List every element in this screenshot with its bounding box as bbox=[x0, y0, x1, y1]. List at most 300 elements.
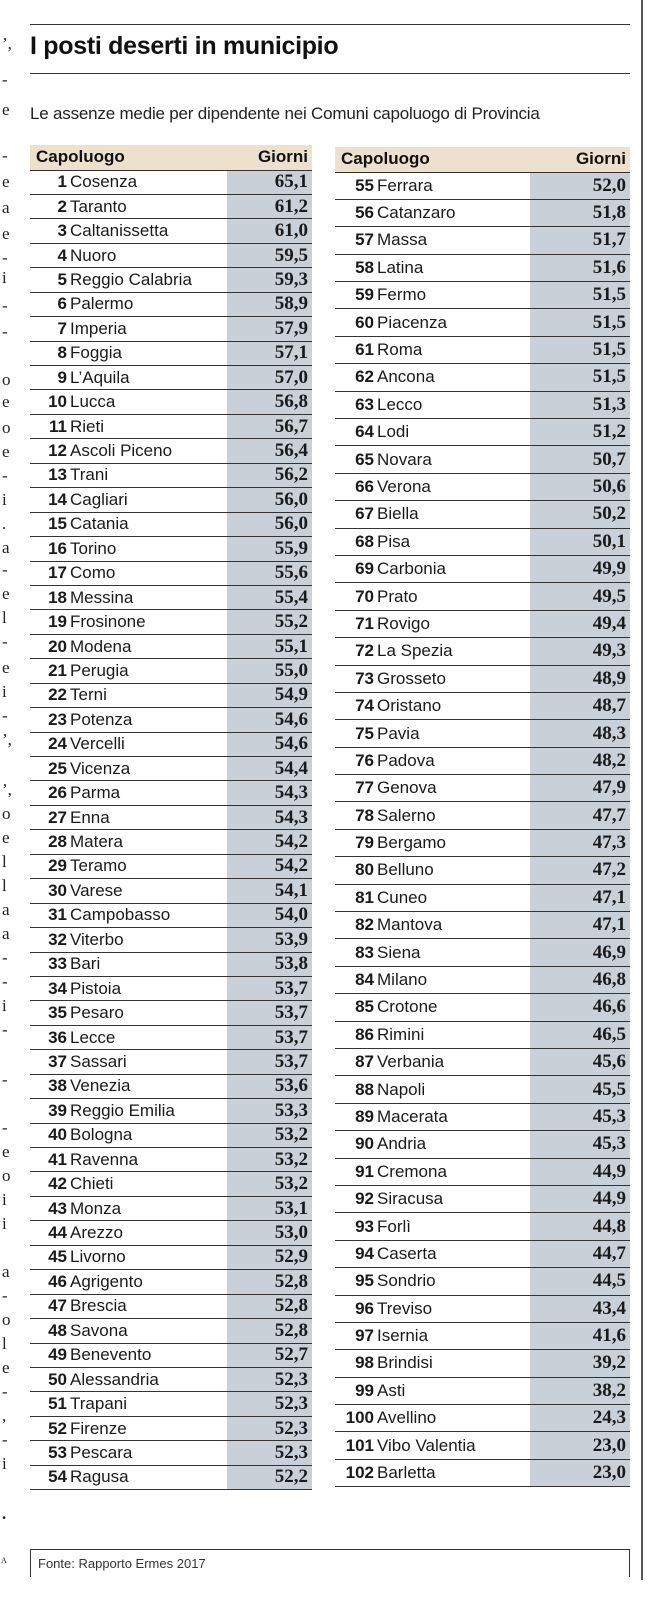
city-cell: Padova bbox=[377, 747, 530, 774]
table-row bbox=[30, 268, 312, 292]
days-cell: 56,0 bbox=[227, 488, 312, 512]
table-row bbox=[30, 366, 312, 390]
text-fragment: i bbox=[2, 490, 7, 509]
city-cell: Enna bbox=[70, 805, 227, 829]
city-cell: Caltanissetta bbox=[70, 219, 227, 243]
table-row bbox=[335, 1103, 630, 1130]
days-cell: 51,7 bbox=[530, 227, 630, 254]
rank-cell: 80 bbox=[335, 857, 377, 884]
days-cell: 49,5 bbox=[530, 583, 630, 610]
rank-cell: 22 bbox=[30, 683, 70, 707]
days-cell: 52,2 bbox=[227, 1465, 312, 1489]
city-cell: Cuneo bbox=[377, 884, 530, 911]
text-fragment: o bbox=[2, 1310, 11, 1329]
rank-cell: 2 bbox=[30, 194, 70, 218]
city-cell: Roma bbox=[377, 336, 530, 363]
rank-cell: 69 bbox=[335, 555, 377, 582]
days-cell: 44,8 bbox=[530, 1213, 630, 1240]
rank-cell: 46 bbox=[30, 1270, 70, 1294]
table-row bbox=[30, 805, 312, 829]
table-row bbox=[30, 610, 312, 634]
text-fragment: e bbox=[2, 828, 10, 847]
rank-cell: 5 bbox=[30, 268, 70, 292]
rank-cell: 29 bbox=[30, 854, 70, 878]
table-row bbox=[30, 732, 312, 756]
city-cell: Modena bbox=[70, 634, 227, 658]
rank-cell: 77 bbox=[335, 775, 377, 802]
title-rule bbox=[30, 73, 630, 74]
table-row bbox=[30, 317, 312, 341]
rank-cell: 100 bbox=[335, 1405, 377, 1432]
rank-cell: 88 bbox=[335, 1076, 377, 1103]
days-cell: 54,3 bbox=[227, 805, 312, 829]
days-cell: 52,3 bbox=[227, 1392, 312, 1416]
days-cell: 54,2 bbox=[227, 830, 312, 854]
text-fragment: ’, bbox=[2, 34, 12, 53]
days-cell: 53,2 bbox=[227, 1172, 312, 1196]
city-cell: Verbania bbox=[377, 1049, 530, 1076]
city-cell: Chieti bbox=[70, 1172, 227, 1196]
days-cell: 54,3 bbox=[227, 781, 312, 805]
city-cell: Andria bbox=[377, 1131, 530, 1158]
table-row bbox=[30, 976, 312, 1000]
days-cell: 54,0 bbox=[227, 903, 312, 927]
rank-cell: 45 bbox=[30, 1245, 70, 1269]
table-row bbox=[30, 634, 312, 658]
rank-cell: 96 bbox=[335, 1295, 377, 1322]
days-cell: 50,2 bbox=[530, 501, 630, 528]
text-fragment: l bbox=[2, 608, 7, 627]
rank-cell: 98 bbox=[335, 1350, 377, 1377]
rank-cell: 60 bbox=[335, 309, 377, 336]
city-cell: Cremona bbox=[377, 1158, 530, 1185]
city-cell: Rovigo bbox=[377, 610, 530, 637]
rank-cell: 23 bbox=[30, 708, 70, 732]
days-cell: 53,9 bbox=[227, 928, 312, 952]
table-row bbox=[335, 473, 630, 500]
rank-cell: 14 bbox=[30, 488, 70, 512]
rank-cell: 59 bbox=[335, 282, 377, 309]
city-cell: Lucca bbox=[70, 390, 227, 414]
ranking-table-right bbox=[335, 147, 630, 1487]
days-cell: 46,8 bbox=[530, 966, 630, 993]
city-cell: Varese bbox=[70, 879, 227, 903]
city-cell: Treviso bbox=[377, 1295, 530, 1322]
text-fragment: e bbox=[2, 584, 10, 603]
city-cell: Siracusa bbox=[377, 1185, 530, 1212]
city-cell: Arezzo bbox=[70, 1221, 227, 1245]
text-fragment: - bbox=[2, 146, 8, 165]
rank-cell: 13 bbox=[30, 463, 70, 487]
city-cell: Brescia bbox=[70, 1294, 227, 1318]
rank-cell: 81 bbox=[335, 884, 377, 911]
city-cell: Sondrio bbox=[377, 1268, 530, 1295]
table-row bbox=[335, 747, 630, 774]
text-fragment: o bbox=[2, 1166, 11, 1185]
text-fragment: . bbox=[2, 514, 7, 533]
adjacent-column-fragment bbox=[0, 0, 18, 1610]
city-cell: Foggia bbox=[70, 341, 227, 365]
table-row bbox=[335, 555, 630, 582]
days-cell: 61,0 bbox=[227, 219, 312, 243]
text-fragment: i bbox=[2, 1214, 7, 1233]
table-row bbox=[30, 243, 312, 267]
city-cell: Potenza bbox=[70, 708, 227, 732]
days-cell: 45,5 bbox=[530, 1076, 630, 1103]
rank-cell: 3 bbox=[30, 219, 70, 243]
rank-cell: 90 bbox=[335, 1131, 377, 1158]
text-fragment: - bbox=[2, 1118, 8, 1137]
table-row bbox=[335, 1459, 630, 1486]
column-header-city: Capoluogo bbox=[335, 147, 530, 172]
city-cell: Barletta bbox=[377, 1459, 530, 1486]
days-cell: 39,2 bbox=[530, 1350, 630, 1377]
city-cell: Terni bbox=[70, 683, 227, 707]
table-row bbox=[30, 1441, 312, 1465]
days-cell: 55,2 bbox=[227, 610, 312, 634]
days-cell: 51,2 bbox=[530, 419, 630, 446]
rank-cell: 11 bbox=[30, 414, 70, 438]
days-cell: 52,0 bbox=[530, 172, 630, 199]
rank-cell: 50 bbox=[30, 1367, 70, 1391]
days-cell: 38,2 bbox=[530, 1377, 630, 1404]
city-cell: Bari bbox=[70, 952, 227, 976]
days-cell: 53,6 bbox=[227, 1074, 312, 1098]
table-row bbox=[30, 1196, 312, 1220]
table-row bbox=[335, 665, 630, 692]
city-cell: Piacenza bbox=[377, 309, 530, 336]
rank-cell: 63 bbox=[335, 391, 377, 418]
text-fragment: a bbox=[2, 198, 10, 217]
city-cell: Vercelli bbox=[70, 732, 227, 756]
days-cell: 50,6 bbox=[530, 473, 630, 500]
rank-cell: 71 bbox=[335, 610, 377, 637]
city-cell: Agrigento bbox=[70, 1270, 227, 1294]
days-cell: 57,1 bbox=[227, 341, 312, 365]
rank-cell: 27 bbox=[30, 805, 70, 829]
days-cell: 54,2 bbox=[227, 854, 312, 878]
city-cell: Firenze bbox=[70, 1416, 227, 1440]
rank-cell: 33 bbox=[30, 952, 70, 976]
table-row bbox=[30, 194, 312, 218]
text-fragment: e bbox=[2, 442, 10, 461]
text-fragment: - bbox=[2, 1020, 8, 1039]
table-row bbox=[335, 227, 630, 254]
city-cell: Cosenza bbox=[70, 170, 227, 194]
days-cell: 44,9 bbox=[530, 1158, 630, 1185]
rank-cell: 47 bbox=[30, 1294, 70, 1318]
rank-cell: 17 bbox=[30, 561, 70, 585]
rank-cell: 61 bbox=[335, 336, 377, 363]
table-row bbox=[30, 1367, 312, 1391]
days-cell: 51,5 bbox=[530, 364, 630, 391]
days-cell: 52,8 bbox=[227, 1270, 312, 1294]
city-cell: Asti bbox=[377, 1377, 530, 1404]
table-row bbox=[335, 1350, 630, 1377]
city-cell: Prato bbox=[377, 583, 530, 610]
days-cell: 44,7 bbox=[530, 1240, 630, 1267]
city-cell: Milano bbox=[377, 966, 530, 993]
text-fragment: - bbox=[2, 322, 8, 341]
city-cell: Frosinone bbox=[70, 610, 227, 634]
table-row bbox=[30, 1392, 312, 1416]
rank-cell: 24 bbox=[30, 732, 70, 756]
city-cell: Belluno bbox=[377, 857, 530, 884]
table-row bbox=[30, 708, 312, 732]
rank-cell: 36 bbox=[30, 1025, 70, 1049]
table-row bbox=[30, 1123, 312, 1147]
rank-cell: 55 bbox=[335, 172, 377, 199]
text-fragment: , bbox=[2, 1406, 7, 1425]
table-row bbox=[335, 172, 630, 199]
rank-cell: 8 bbox=[30, 341, 70, 365]
city-cell: Grosseto bbox=[377, 665, 530, 692]
table-row bbox=[335, 282, 630, 309]
rank-cell: 9 bbox=[30, 366, 70, 390]
rank-cell: 67 bbox=[335, 501, 377, 528]
days-cell: 52,8 bbox=[227, 1319, 312, 1343]
rank-cell: 44 bbox=[30, 1221, 70, 1245]
table-row bbox=[30, 928, 312, 952]
days-cell: 51,5 bbox=[530, 309, 630, 336]
city-cell: Macerata bbox=[377, 1103, 530, 1130]
rank-cell: 83 bbox=[335, 939, 377, 966]
city-cell: Verona bbox=[377, 473, 530, 500]
city-cell: Taranto bbox=[70, 194, 227, 218]
table-row bbox=[335, 199, 630, 226]
city-cell: Forlì bbox=[377, 1213, 530, 1240]
rank-cell: 53 bbox=[30, 1441, 70, 1465]
text-fragment: - bbox=[2, 972, 8, 991]
text-fragment: - bbox=[2, 560, 8, 579]
days-cell: 45,3 bbox=[530, 1103, 630, 1130]
table-row bbox=[30, 463, 312, 487]
days-cell: 45,3 bbox=[530, 1131, 630, 1158]
table-row bbox=[30, 1025, 312, 1049]
text-fragment: l bbox=[2, 876, 7, 895]
rank-cell: 95 bbox=[335, 1268, 377, 1295]
text-fragment: e bbox=[2, 1358, 10, 1377]
days-cell: 47,2 bbox=[530, 857, 630, 884]
table-row bbox=[30, 488, 312, 512]
days-cell: 45,6 bbox=[530, 1049, 630, 1076]
table-row bbox=[30, 390, 312, 414]
table-row bbox=[30, 1001, 312, 1025]
table-row bbox=[335, 583, 630, 610]
table-row bbox=[30, 854, 312, 878]
text-fragment: ’, bbox=[2, 730, 12, 749]
city-cell: Crotone bbox=[377, 994, 530, 1021]
rank-cell: 18 bbox=[30, 585, 70, 609]
table-row bbox=[335, 610, 630, 637]
table-row bbox=[30, 1099, 312, 1123]
city-cell: Rieti bbox=[70, 414, 227, 438]
city-cell: Pistoia bbox=[70, 976, 227, 1000]
city-cell: Salerno bbox=[377, 802, 530, 829]
table-row bbox=[30, 1343, 312, 1367]
city-cell: Novara bbox=[377, 446, 530, 473]
table-row bbox=[30, 585, 312, 609]
rank-cell: 40 bbox=[30, 1123, 70, 1147]
city-cell: Pisa bbox=[377, 528, 530, 555]
table-header bbox=[335, 147, 630, 172]
text-fragment: o bbox=[2, 804, 11, 823]
days-cell: 56,4 bbox=[227, 439, 312, 463]
table-row bbox=[335, 1268, 630, 1295]
city-cell: Bergamo bbox=[377, 829, 530, 856]
city-cell: Cagliari bbox=[70, 488, 227, 512]
table-row bbox=[30, 512, 312, 536]
city-cell: Bologna bbox=[70, 1123, 227, 1147]
text-fragment: l bbox=[2, 1334, 7, 1353]
days-cell: 53,7 bbox=[227, 1025, 312, 1049]
days-cell: 56,7 bbox=[227, 414, 312, 438]
article-title: I posti deserti in municipio bbox=[30, 32, 339, 60]
days-cell: 58,9 bbox=[227, 292, 312, 316]
table-row bbox=[335, 720, 630, 747]
text-fragment: . bbox=[2, 1504, 7, 1523]
table-row bbox=[335, 939, 630, 966]
city-cell: Massa bbox=[377, 227, 530, 254]
days-cell: 65,1 bbox=[227, 170, 312, 194]
rank-cell: 1 bbox=[30, 170, 70, 194]
city-cell: Brindisi bbox=[377, 1350, 530, 1377]
table-row bbox=[335, 309, 630, 336]
text-fragment: i bbox=[2, 996, 7, 1015]
table-row bbox=[335, 1076, 630, 1103]
rank-cell: 64 bbox=[335, 419, 377, 446]
days-cell: 52,8 bbox=[227, 1294, 312, 1318]
city-cell: Lecce bbox=[70, 1025, 227, 1049]
text-fragment: - bbox=[2, 466, 8, 485]
table-row bbox=[30, 903, 312, 927]
source-note: Fonte: Rapporto Ermes 2017 bbox=[38, 1556, 206, 1571]
days-cell: 47,1 bbox=[530, 912, 630, 939]
city-cell: Imperia bbox=[70, 317, 227, 341]
city-cell: Viterbo bbox=[70, 928, 227, 952]
rank-cell: 56 bbox=[335, 199, 377, 226]
days-cell: 55,1 bbox=[227, 634, 312, 658]
rank-cell: 58 bbox=[335, 254, 377, 281]
rank-cell: 32 bbox=[30, 928, 70, 952]
text-fragment: - bbox=[2, 296, 8, 315]
rank-cell: 62 bbox=[335, 364, 377, 391]
days-cell: 23,0 bbox=[530, 1432, 630, 1459]
city-cell: Isernia bbox=[377, 1322, 530, 1349]
table-row bbox=[30, 830, 312, 854]
days-cell: 55,6 bbox=[227, 561, 312, 585]
table-row bbox=[335, 1377, 630, 1404]
city-cell: Trapani bbox=[70, 1392, 227, 1416]
days-cell: 49,3 bbox=[530, 638, 630, 665]
city-cell: Ferrara bbox=[377, 172, 530, 199]
days-cell: 43,4 bbox=[530, 1295, 630, 1322]
table-row bbox=[30, 683, 312, 707]
table-row bbox=[335, 1432, 630, 1459]
text-fragment: - bbox=[2, 1286, 8, 1305]
text-fragment: a bbox=[2, 900, 10, 919]
days-cell: 51,8 bbox=[530, 199, 630, 226]
table-row bbox=[30, 952, 312, 976]
days-cell: 46,5 bbox=[530, 1021, 630, 1048]
city-cell: Pescara bbox=[70, 1441, 227, 1465]
table-row bbox=[30, 561, 312, 585]
days-cell: 47,1 bbox=[530, 884, 630, 911]
table-row bbox=[335, 446, 630, 473]
table-row bbox=[30, 1245, 312, 1269]
rank-cell: 7 bbox=[30, 317, 70, 341]
table-row bbox=[335, 364, 630, 391]
top-rule bbox=[30, 24, 630, 25]
table-row bbox=[335, 966, 630, 993]
days-cell: 53,7 bbox=[227, 1050, 312, 1074]
city-cell: Sassari bbox=[70, 1050, 227, 1074]
rank-cell: 12 bbox=[30, 439, 70, 463]
table-row bbox=[30, 1221, 312, 1245]
table-row bbox=[30, 341, 312, 365]
days-cell: 53,2 bbox=[227, 1123, 312, 1147]
days-cell: 54,6 bbox=[227, 708, 312, 732]
rank-cell: 49 bbox=[30, 1343, 70, 1367]
column-header-days: Giorni bbox=[227, 145, 312, 170]
text-fragment: a bbox=[2, 538, 10, 557]
rank-cell: 39 bbox=[30, 1099, 70, 1123]
days-cell: 51,5 bbox=[530, 282, 630, 309]
rank-cell: 82 bbox=[335, 912, 377, 939]
rank-cell: 43 bbox=[30, 1196, 70, 1220]
rank-cell: 54 bbox=[30, 1465, 70, 1489]
city-cell: L’Aquila bbox=[70, 366, 227, 390]
text-fragment: e bbox=[2, 658, 10, 677]
days-cell: 49,4 bbox=[530, 610, 630, 637]
rank-cell: 15 bbox=[30, 512, 70, 536]
days-cell: 53,2 bbox=[227, 1148, 312, 1172]
rank-cell: 65 bbox=[335, 446, 377, 473]
days-cell: 56,0 bbox=[227, 512, 312, 536]
rank-cell: 84 bbox=[335, 966, 377, 993]
text-fragment: e bbox=[2, 224, 10, 243]
table-row bbox=[335, 419, 630, 446]
rank-cell: 75 bbox=[335, 720, 377, 747]
column-divider bbox=[641, 0, 643, 1580]
days-cell: 48,9 bbox=[530, 665, 630, 692]
table-row bbox=[335, 1049, 630, 1076]
city-cell: Biella bbox=[377, 501, 530, 528]
days-cell: 61,2 bbox=[227, 194, 312, 218]
text-fragment: o bbox=[2, 370, 11, 389]
text-fragment: e bbox=[2, 172, 10, 191]
text-fragment: a bbox=[2, 1262, 10, 1281]
text-fragment: i bbox=[2, 1190, 7, 1209]
rank-cell: 35 bbox=[30, 1001, 70, 1025]
days-cell: 53,7 bbox=[227, 1001, 312, 1025]
rank-cell: 6 bbox=[30, 292, 70, 316]
days-cell: 48,2 bbox=[530, 747, 630, 774]
city-cell: Rimini bbox=[377, 1021, 530, 1048]
days-cell: 54,6 bbox=[227, 732, 312, 756]
days-cell: 24,3 bbox=[530, 1405, 630, 1432]
table-row bbox=[30, 1294, 312, 1318]
article-subtitle: Le assenze medie per dipendente nei Comuni capoluogo di Provincia bbox=[30, 104, 540, 123]
text-fragment: o bbox=[2, 418, 11, 437]
days-cell: 53,0 bbox=[227, 1221, 312, 1245]
city-cell: Vicenza bbox=[70, 757, 227, 781]
text-fragment: A bbox=[1, 1556, 7, 1565]
days-cell: 53,3 bbox=[227, 1099, 312, 1123]
city-cell: La Spezia bbox=[377, 638, 530, 665]
text-fragment: - bbox=[2, 1382, 8, 1401]
text-fragment: e bbox=[2, 392, 10, 411]
